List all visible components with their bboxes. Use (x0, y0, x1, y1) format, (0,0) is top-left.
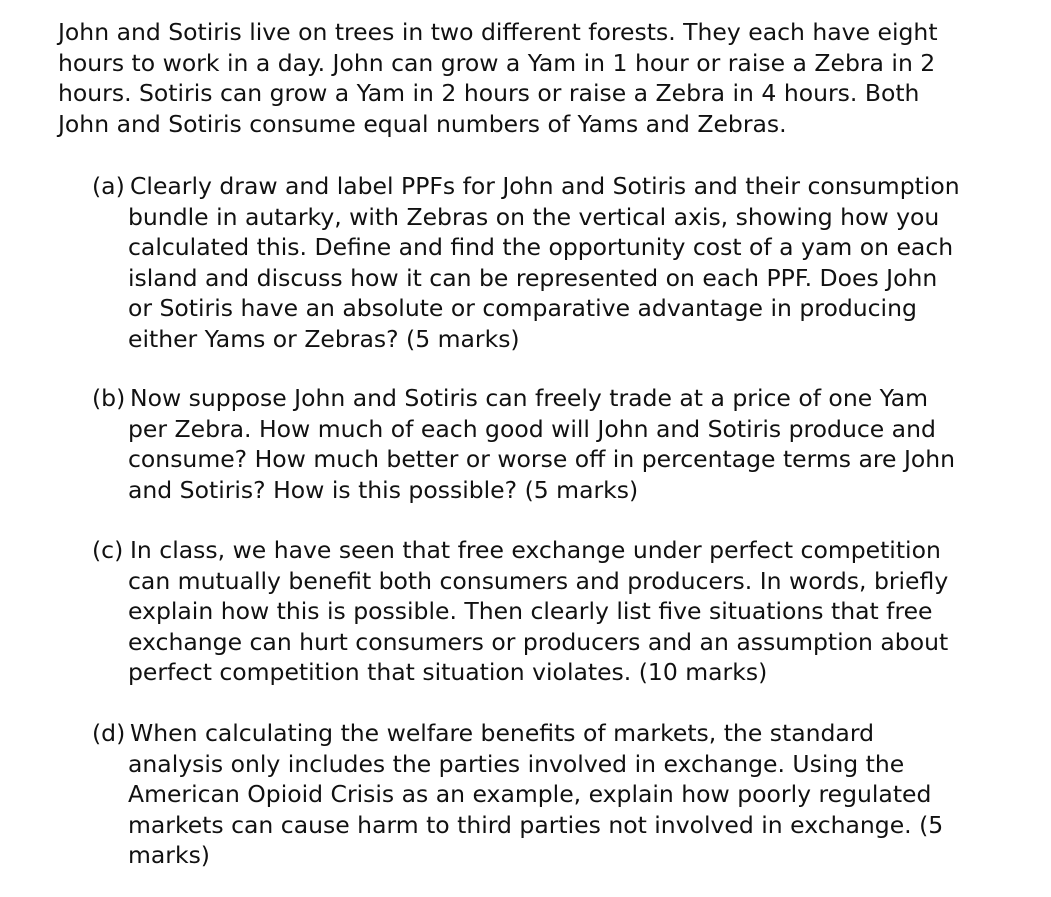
question-line: American Opioid Crisis as an example, explain how poorly regulated (128, 780, 932, 808)
question-line: bundle in autarky, with Zebras on the vertical axis, showing how you (128, 202, 940, 231)
intro-line: hours. Sotiris can grow a Yam in 2 hours or raise a Zebra in 4 hours. Both (58, 79, 920, 107)
question-line: perfect competition that situation violates. (10 marks) (128, 658, 768, 686)
intro-line: John and Sotiris live on trees in two different forests. They each have eight (58, 18, 938, 46)
question-line: exchange can hurt consumers or producers and an assumption about (128, 627, 949, 656)
question-line: and Sotiris? How is this possible? (5 marks) (128, 475, 639, 504)
question-line: per Zebra. How much of each good will John and Sotiris produce and (128, 414, 936, 443)
question-text (128, 171, 1028, 354)
intro-line: John and Sotiris consume equal numbers of Yams and Zebras. (58, 109, 787, 138)
question-line: Clearly draw and label PPFs for John and Sotiris and their consumption (130, 172, 960, 200)
question-line: can mutually benefit both consumers and producers. In words, briefly (128, 566, 949, 595)
question-line: markets can cause harm to third parties not involved in exchange. (5 (128, 810, 944, 839)
question-line: When calculating the welfare benefits of markets, the standard (130, 719, 874, 747)
question-text (128, 718, 1028, 871)
intro-paragraph (58, 17, 1018, 139)
question-line: island and discuss how it can be represented on each PPF. Does John (128, 263, 938, 292)
intro-line: hours to work in a day. John can grow a Yam in 1 hour or raise a Zebra in 2 (58, 48, 936, 77)
question-line: consume? How much better or worse off in percentage terms are John (128, 445, 956, 473)
question-line: or Sotiris have an absolute or comparative advantage in producing (128, 294, 917, 322)
question-label: (d) (92, 719, 126, 747)
question-line: either Yams or Zebras? (5 marks) (128, 324, 520, 353)
question-line: calculated this. Define and find the opportunity cost of a yam on each (128, 233, 954, 261)
question-label: (a) (92, 172, 125, 200)
question-label: (c) (92, 536, 124, 564)
question-line: explain how this is possible. Then clearly list five situations that free (128, 597, 933, 625)
question-line: Now suppose John and Sotiris can freely trade at a price of one Yam (130, 384, 929, 412)
question-text (128, 383, 1028, 505)
question-line: analysis only includes the parties involved in exchange. Using the (128, 749, 905, 778)
question-label: (b) (92, 384, 126, 412)
question-text (128, 535, 1028, 688)
question-line: marks) (128, 841, 210, 869)
question-line: In class, we have seen that free exchange under perfect competition (130, 536, 941, 564)
